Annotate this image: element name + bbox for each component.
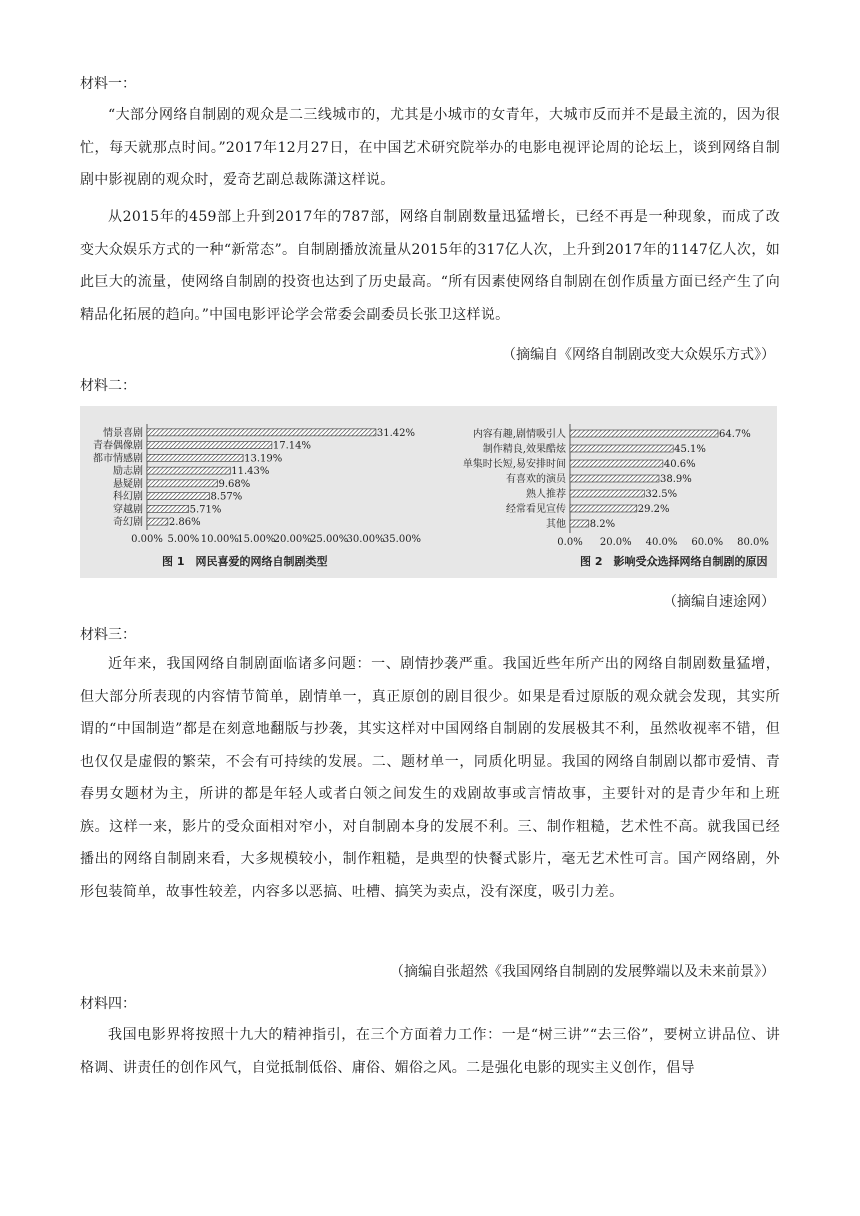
chart1-category-label: 青春偶像剧 — [93, 440, 143, 452]
material-3-paragraph-1: 近年来，我国网络自制剧面临诸多问题：一、剧情抄袭严重。我国近些年所产出的网络自制剧数量猛增，但大部分所表现的内容情节简单，剧情单一，真正原创的剧目很少。如果是看过原版的观众就会发现，其实所谓的“中国制造”都是在刻意地翻版与抄袭，其实这样对中国网络自制剧的发展极其不利，虽然收视率不错，但也仅仅是虚假的繁荣，不会有可持续的发展。二、题材单一，同质化明显。我国的网络自制剧以都市爱情、青春男女题材为主，所讲的都是年轻人或者白领之间发生的戏剧故事或言情故事，主要针对的是青少年和上班族。这样一来，影片的受众面相对窄小，对自制剧本身的发展不利。三、制作粗糙，艺术性不高。就我国已经播出的网络自制剧来看，大多规模较小，制作粗糙，是典型的快餐式影片，毫无艺术性可言。国产网络剧，外形包装简单，故事性较差，内容多以恶搞、吐槽、搞笑为卖点，没有深度，吸引力差。 — [80, 656, 780, 900]
chart2-value-label: 40.6% — [663, 459, 696, 470]
chart2-bar — [570, 490, 644, 497]
chart2-bar — [570, 460, 663, 467]
chart1-x-tick-label: 20.00% — [273, 534, 312, 545]
chart1-value-label: 5.71% — [189, 504, 222, 516]
chart2-bar — [570, 520, 589, 527]
material-1-source: （摘编自《网络自制剧改变大众娱乐方式》） — [502, 347, 775, 363]
material-4-heading: 材料四： — [80, 996, 136, 1012]
chart1-category-label: 奇幻剧 — [113, 517, 143, 529]
figure-1-svg — [80, 406, 425, 578]
chart1-category-label: 悬疑剧 — [113, 478, 143, 490]
chart1-bar — [147, 518, 168, 525]
figure-2-svg — [430, 406, 777, 578]
material-3-heading: 材料三： — [80, 627, 136, 643]
chart2-category-label: 内容有趣,剧情吸引人 — [472, 429, 566, 440]
chart1-x-tick-label: 30.00% — [346, 534, 385, 545]
chart2-category-label: 单集时长短,易安排时间 — [462, 459, 566, 470]
chart2-category-label: 其他 — [546, 519, 566, 530]
chart2-category-label: 有喜欢的演员 — [506, 474, 566, 485]
chart1-x-tick-label: 35.00% — [382, 534, 422, 545]
chart2-x-tick-label: 40.0% — [645, 537, 678, 548]
chart2-value-label: 32.5% — [645, 489, 678, 500]
chart2-bar — [570, 505, 637, 512]
chart1-bar — [147, 429, 376, 436]
chart1-value-label: 11.43% — [231, 466, 270, 478]
chart1-bar — [147, 480, 218, 487]
chart2-caption: 图 2 影响受众选择网络自制剧的原因 — [580, 555, 768, 568]
chart1-x-tick-label: 0.00% — [131, 534, 163, 545]
chart1-category-label: 都市情感剧 — [93, 453, 143, 465]
material-2-source: （摘编自速途网） — [663, 594, 775, 610]
chart2-value-label: 8.2% — [589, 519, 616, 530]
material-1-heading: 材料一： — [80, 76, 136, 92]
chart1-caption: 图 1 网民喜爱的网络自制剧类型 — [162, 555, 328, 568]
chart1-bar — [147, 467, 230, 474]
chart2-x-tick-label: 20.0% — [599, 537, 632, 548]
chart1-bar — [147, 493, 209, 500]
chart1-bar — [147, 454, 243, 461]
material-2-heading: 材料二： — [80, 378, 136, 394]
chart1-category-label: 励志剧 — [113, 466, 143, 478]
material-1-paragraph-2: 从2015年的459部上升到2017年的787部，网络自制剧数量迅猛增长，已经不再是一种现象，而成了改变大众娱乐方式的一种“新常态”。自制剧播放流量从2015年的317亿人次，上升到2017年的1147亿人次，如此巨大的流量，使网络自制剧的投资也达到了历史最高。“所有因素使网络自制剧在创作质量方面已经产生了向精品化拓展的趋向。”中国电影评论学会常委会副委员长张卫这样说。 — [80, 209, 780, 323]
material-3-source: （摘编自张超然《我国网络自制剧的发展弊端以及未来前景》） — [390, 964, 775, 980]
chart2-category-label: 经常看见宣传 — [506, 504, 566, 515]
chart2-category-label: 制作精良,效果酷炫 — [482, 444, 566, 455]
chart2-value-label: 64.7% — [719, 429, 751, 440]
chart1-value-label: 17.14% — [272, 440, 312, 452]
chart1-value-label: 2.86% — [168, 517, 201, 529]
chart1-value-label: 8.57% — [210, 491, 243, 503]
chart2-x-tick-label: 80.0% — [737, 537, 769, 548]
chart2-value-label: 45.1% — [674, 444, 706, 455]
chart2-value-label: 29.2% — [637, 504, 670, 515]
chart1-value-label: 9.68% — [218, 478, 251, 490]
chart2-bar — [570, 430, 718, 437]
chart2-x-tick-label: 0.0% — [557, 537, 583, 548]
chart1-x-tick-label: 25.00% — [310, 534, 349, 545]
chart1-x-tick-label: 5.00% — [167, 534, 200, 545]
chart1-bar — [147, 505, 189, 512]
material-2-figures — [80, 406, 777, 578]
chart2-category-label: 熟人推荐 — [526, 489, 566, 500]
chart1-bar — [147, 442, 272, 449]
chart2-value-label: 38.9% — [659, 474, 692, 485]
figure-1-chart — [80, 406, 425, 578]
chart1-category-label: 穿越剧 — [113, 504, 143, 516]
chart1-x-tick-label: 10.00% — [200, 534, 239, 545]
chart2-bar — [570, 475, 659, 482]
chart1-value-label: 13.19% — [244, 453, 283, 465]
material-1-paragraph-1: “大部分网络自制剧的观众是二三线城市的，尤其是小城市的女青年，大城市反而并不是最主流的，因为很忙，每天就那点时间。”2017年12月27日，在中国艺术研究院举办的电影电视评论周的论坛上，谈到网络自制剧中影视剧的观众时，爱奇艺副总裁陈潇这样说。 — [80, 107, 780, 188]
chart1-category-label: 科幻剧 — [113, 491, 143, 503]
chart1-value-label: 31.42% — [376, 427, 416, 439]
figure-2-chart — [430, 406, 777, 578]
chart1-x-tick-label: 15.00% — [237, 534, 276, 545]
chart2-bar — [570, 445, 673, 452]
material-4-paragraph-1: 我国电影界将按照十九大的精神指引，在三个方面着力工作：一是“树三讲”“去三俗”，要树立讲品位、讲格调、讲责任的创作风气，自觉抵制低俗、庸俗、媚俗之风。二是强化电影的现实主义创作，倡导 — [80, 1027, 780, 1076]
chart1-category-label: 情景喜剧 — [103, 427, 143, 439]
chart2-x-tick-label: 60.0% — [691, 537, 724, 548]
